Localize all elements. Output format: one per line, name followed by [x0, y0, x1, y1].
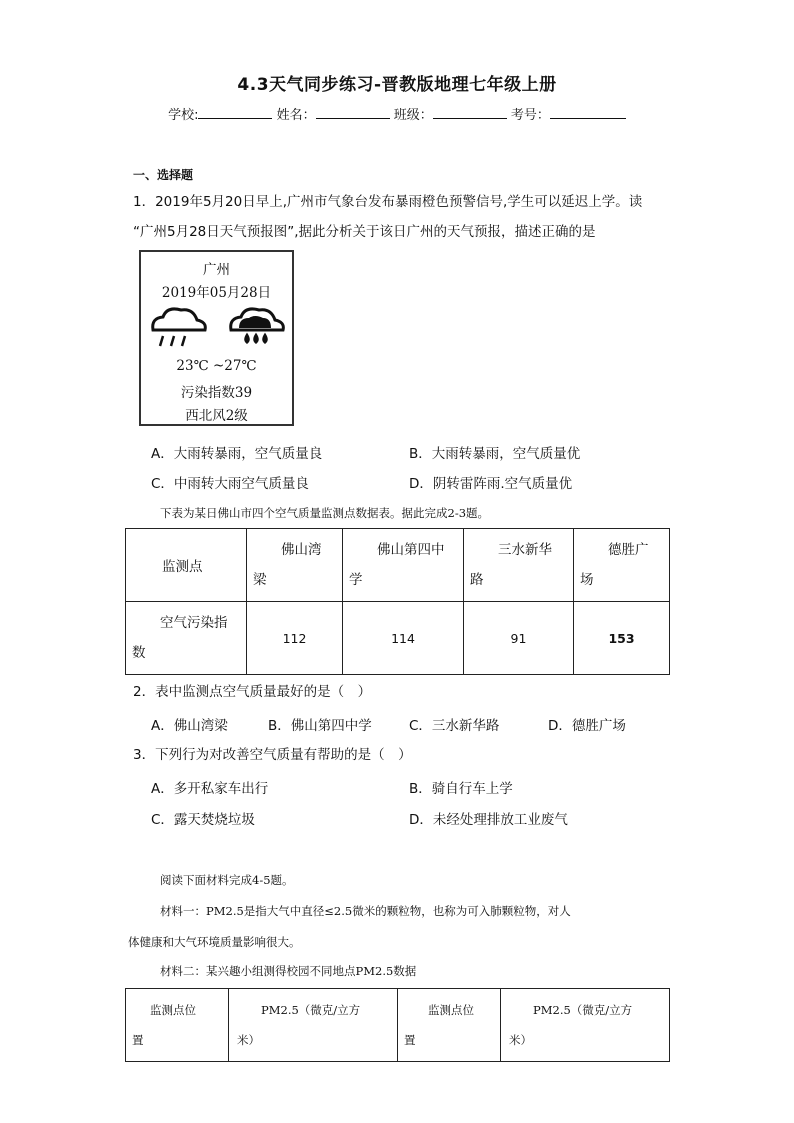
page-title: 4.3天气同步练习-晋教版地理七年级上册 [237, 75, 557, 95]
air-quality-table [125, 528, 670, 675]
forecast-pollution-index: 污染指数39 [180, 385, 253, 401]
site-name-line2: 场 [580, 572, 594, 588]
forecast-date: 2019年05月28日 [161, 285, 272, 301]
q3-option-b[interactable]: B．骑自行车上学 [409, 781, 513, 797]
table1-header-row [126, 529, 670, 602]
name-label: 姓名： [276, 108, 316, 123]
site-name-line2: 梁 [253, 572, 267, 588]
table1-value-cell: 112 [247, 602, 343, 675]
site-name-line1: 佛山第四中 [377, 542, 445, 558]
q1-option-c[interactable]: C．中雨转大雨空气质量良 [151, 476, 309, 492]
q3-option-a[interactable]: A．多开私家车出行 [151, 781, 269, 797]
table1-data-row [126, 602, 670, 675]
material1-line1: 材料一：PM2.5是指大气中直径≤2.5微米的颗粒物，也称为可入肺颗粒物，对人 [160, 904, 571, 918]
table2-header-cell [229, 989, 398, 1062]
table1-value-cell: 114 [343, 602, 464, 675]
q3-option-d[interactable]: D．未经处理排放工业废气 [409, 812, 568, 828]
forecast-wind: 西北风2级 [185, 408, 248, 424]
site-name-line2: 路 [470, 572, 484, 588]
rainstorm-icon [231, 309, 284, 343]
table1-value-cell: 153 [574, 602, 670, 675]
pm25-table [125, 988, 670, 1062]
q1-option-b[interactable]: B．大雨转暴雨，空气质量优 [409, 446, 581, 462]
section-heading: 一、选择题 [133, 168, 194, 182]
exam-no-blank[interactable] [550, 106, 626, 119]
row-label-line1: 空气污染指 [160, 615, 228, 631]
table2-header-cell [398, 989, 501, 1062]
table1-site-cell [343, 529, 464, 602]
q1-option-d[interactable]: D．阴转雷阵雨.空气质量优 [409, 476, 573, 492]
site-name-line1: 佛山湾 [281, 542, 322, 558]
table2-header-cell [126, 989, 229, 1062]
school-label: 学校: [168, 108, 199, 123]
forecast-temperature: 23℃ ~27℃ [176, 358, 257, 374]
table2-header-cell [501, 989, 670, 1062]
q3-option-c[interactable]: C．露天焚烧垃圾 [151, 812, 255, 828]
q2-option-b[interactable]: B．佛山第四中学 [268, 718, 372, 734]
class-label: 班级： [393, 108, 433, 123]
table1-caption: 下表为某日佛山市四个空气质量监测点数据表。据此完成2-3题。 [160, 506, 490, 520]
table1-row-label-cell [126, 602, 247, 675]
q2-option-a[interactable]: A．佛山湾梁 [151, 718, 228, 734]
material1-line2: 体健康和大气环境质量影响很大。 [128, 935, 301, 949]
site-name-line1: 三水新华 [498, 542, 552, 558]
table1-site-cell [464, 529, 574, 602]
exam-no-label: 考号： [510, 108, 550, 123]
table2-header-line2: 米） [237, 1033, 260, 1047]
table1-header-cell [126, 529, 247, 602]
forecast-city: 广州 [203, 262, 230, 278]
weather-icons [147, 304, 287, 352]
table1-site-cell [247, 529, 343, 602]
table2-header-line2: 置 [132, 1033, 144, 1047]
table2-header-row [126, 989, 670, 1062]
material2-caption: 材料二：某兴趣小组测得校园不同地点PM2.5数据 [160, 964, 417, 978]
q1-option-a[interactable]: A．大雨转暴雨，空气质量良 [151, 446, 323, 462]
table1-header-label: 监测点 [162, 559, 203, 575]
weather-forecast-figure [139, 250, 294, 426]
q2-stem: 2．表中监测点空气质量最好的是（ ） [133, 684, 372, 700]
table2-header-line2: 米） [509, 1033, 532, 1047]
heavy-rain-icon [153, 309, 206, 346]
student-info-line [0, 104, 794, 123]
table2-header-line1: PM2.5（微克/立方 [261, 1003, 361, 1017]
table1-site-cell [574, 529, 670, 602]
table2-header-line1: PM2.5（微克/立方 [533, 1003, 633, 1017]
q1-stem-line2: “广州5月28日天气预报图”,据此分析关于该日广州的天气预报，描述正确的是 [133, 224, 596, 240]
site-name-line1: 德胜广 [608, 542, 649, 558]
row-label-line2: 数 [132, 645, 146, 661]
table2-header-line1: 监测点位 [428, 1003, 474, 1017]
table2-header-line2: 置 [404, 1033, 416, 1047]
site-name-line2: 学 [349, 572, 363, 588]
class-blank[interactable] [433, 106, 507, 119]
name-blank[interactable] [316, 106, 390, 119]
table1-value-cell: 91 [464, 602, 574, 675]
q1-stem-line1: 1．2019年5月20日早上,广州市气象台发布暴雨橙色预警信号,学生可以延迟上学。读 [133, 194, 643, 210]
school-blank[interactable] [198, 106, 272, 119]
q3-stem: 3．下列行为对改善空气质量有帮助的是（ ） [133, 747, 412, 763]
q2-option-c[interactable]: C．三水新华路 [409, 718, 500, 734]
table2-header-line1: 监测点位 [150, 1003, 196, 1017]
q2-option-d[interactable]: D．德胜广场 [548, 718, 626, 734]
material-intro: 阅读下面材料完成4-5题。 [160, 873, 294, 887]
